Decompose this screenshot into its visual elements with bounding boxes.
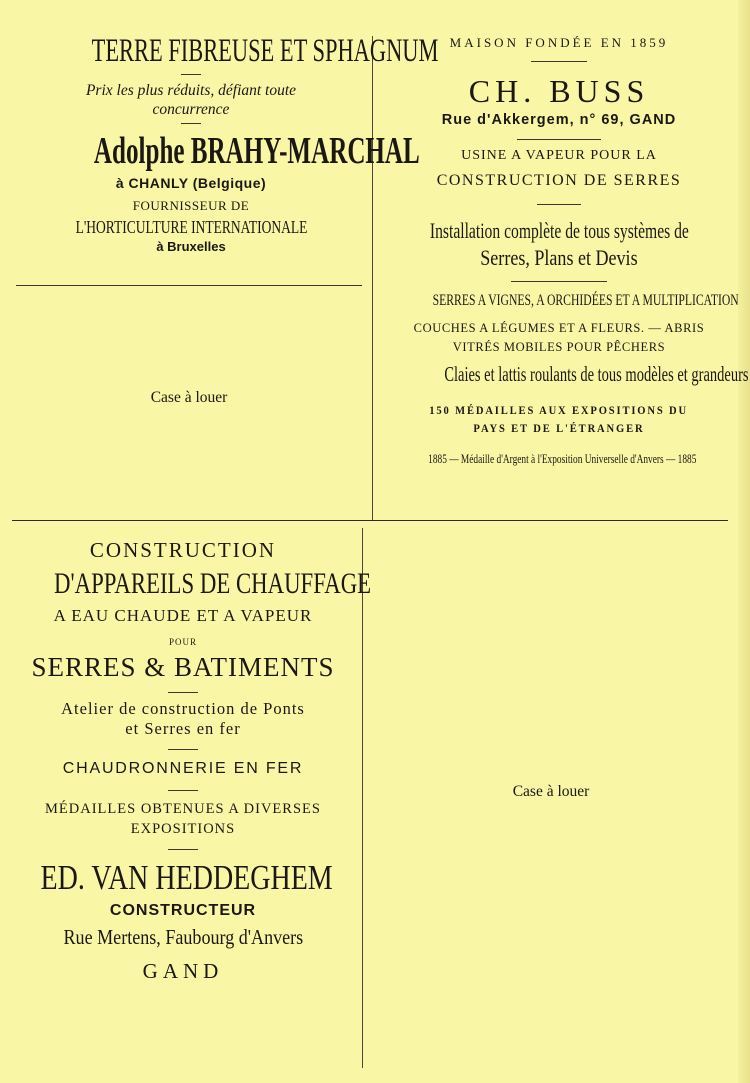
hedde-line4: SERRES & BATIMENTS: [31, 652, 335, 682]
divider-top-vertical: [372, 36, 373, 520]
hedde-address: Rue Mertens, Faubourg d'Anvers: [63, 925, 303, 949]
brahy-company: L'HORTICULTURE INTERNATIONALE: [75, 217, 307, 237]
hedde-medailles: MÉDAILLES OBTENUES A DIVERSES: [45, 801, 321, 817]
buss-award: 1885 — Médaille d'Argent à l'Exposition Universelle d'Anvers — 1885: [428, 451, 697, 466]
ad-brahy: [10, 30, 439, 255]
hedde-rule-1: [168, 692, 198, 693]
brahy-city: à Bruxelles: [156, 239, 226, 254]
brahy-rule-1: [181, 74, 201, 75]
brahy-tagline-2: concurrence: [152, 101, 230, 118]
hedde-city: GAND: [142, 959, 224, 983]
hedde-line1: CONSTRUCTION: [89, 538, 277, 562]
brahy-location: à CHANLY (Belgique): [115, 175, 267, 191]
buss-medals-2: PAYS ET DE L'ÉTRANGER: [473, 423, 645, 435]
buss-couches-2: VITRÉS MOBILES POUR PÊCHERS: [452, 340, 666, 354]
buss-rule-2: [517, 139, 601, 140]
brahy-role: FOURNISSEUR DE: [132, 198, 250, 213]
hedde-constructeur: CONSTRUCTEUR: [109, 902, 257, 919]
buss-name: CH. BUSS: [468, 73, 650, 109]
hedde-line3: A EAU CHAUDE ET A VAPEUR: [53, 606, 313, 625]
vacant-top-label: Case à louer: [150, 389, 228, 406]
brahy-headline: TERRE FIBREUSE ET SPHAGNUM: [91, 33, 439, 69]
buss-claies: Claies et lattis roulants de tous modèles et grandeurs: [444, 362, 749, 386]
buss-medals: 150 MÉDAILLES AUX EXPOSITIONS DU: [429, 405, 689, 417]
hedde-rule-2: [168, 749, 198, 750]
hedde-name: ED. VAN HEDDEGHEM: [40, 858, 333, 897]
hedde-rule-4: [168, 849, 198, 850]
ad-van-heddeghem: [4, 536, 372, 988]
hedde-atelier-2: et Serres en fer: [125, 719, 241, 738]
buss-couches: COUCHES A LÉGUMES ET A FLEURS. — ABRIS: [413, 321, 705, 335]
buss-rule-3: [537, 204, 581, 205]
buss-serres: SERRES A VIGNES, A ORCHIDÉES ET A MULTIPLICATION: [432, 292, 739, 309]
buss-install-2: Serres, Plans et Devis: [480, 245, 638, 270]
hedde-chaudronnerie: CHAUDRONNERIE EN FER: [62, 760, 304, 777]
buss-address: Rue d'Akkergem, n° 69, GAND: [441, 112, 677, 128]
hedde-pour: POUR: [168, 637, 197, 647]
buss-usine: USINE A VAPEUR POUR LA: [461, 148, 657, 163]
buss-rule-1: [531, 61, 587, 62]
brahy-name: Adolphe BRAHY-MARCHAL: [93, 130, 420, 172]
divider-bottom-vertical: [362, 528, 363, 1068]
vacant-bottom-label: Case à louer: [512, 783, 590, 800]
ad-buss: [376, 34, 749, 468]
divider-left-mid: [16, 285, 362, 286]
buss-rule-4: [511, 281, 607, 282]
buss-construction: CONSTRUCTION DE SERRES: [436, 172, 682, 189]
buss-install: Installation complète de tous systèmes de: [429, 218, 689, 243]
vacant-space-bottom: [366, 783, 736, 801]
hedde-rule-3: [168, 790, 198, 791]
hedde-line2: D'APPAREILS DE CHAUFFAGE: [54, 567, 372, 600]
divider-horizontal-main: [12, 520, 728, 521]
hedde-atelier: Atelier de construction de Ponts: [61, 699, 305, 718]
vacant-space-top: [16, 389, 362, 407]
brahy-rule-2: [181, 123, 201, 124]
hedde-medailles-2: EXPOSITIONS: [130, 821, 236, 837]
buss-founded: MAISON FONDÉE EN 1859: [449, 35, 669, 50]
brahy-tagline: Prix les plus réduits, défiant toute: [85, 82, 297, 99]
